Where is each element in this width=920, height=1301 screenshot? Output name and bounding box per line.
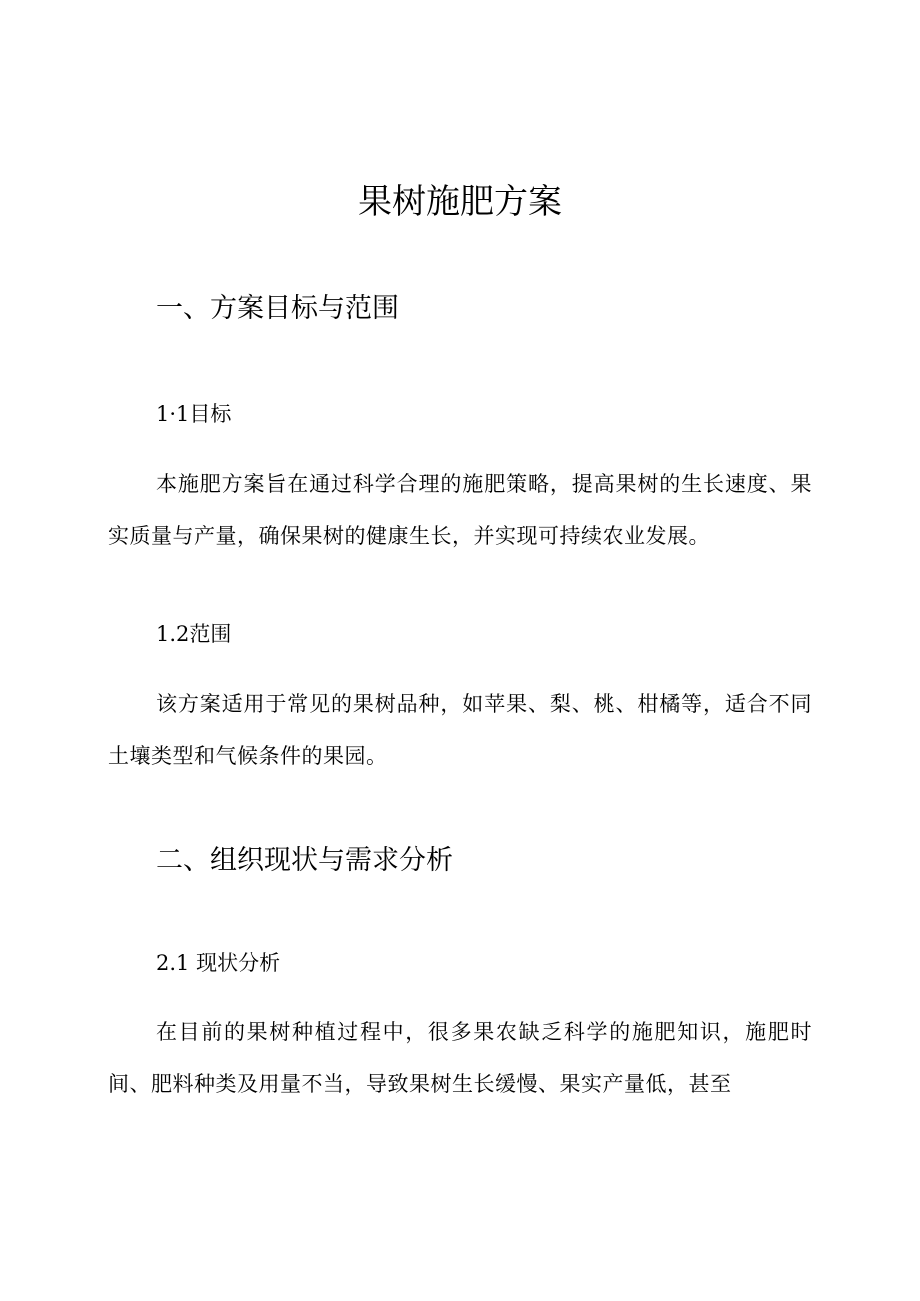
subsection-heading-scope: 1.2范围 [156,622,232,646]
paragraph-status: 在目前的果树种植过程中，很多果农缺乏科学的施肥知识，施肥时间、肥料种类及用量不当，导致果树生长缓慢、果实产量低，甚至 [108,1020,812,1096]
subsection-heading-status: 2.1 现状分析 [156,951,281,975]
paragraph-scope: 该方案适用于常见的果树品种，如苹果、梨、桃、柑橘等，适合不同土壤类型和气候条件的果园。 [108,692,812,768]
paragraph-goal: 本施肥方案旨在通过科学合理的施肥策略，提高果树的生长速度、果实质量与产量，确保果树的健康生长，并实现可持续农业发展。 [108,472,812,548]
document-title: 果树施肥方案 [358,182,562,222]
section-heading-goals-scope: 一、方案目标与范围 [156,293,399,324]
subsection-heading-goal: 1·1目标 [156,402,232,426]
section-heading-status-analysis: 二、组织现状与需求分析 [156,845,453,876]
